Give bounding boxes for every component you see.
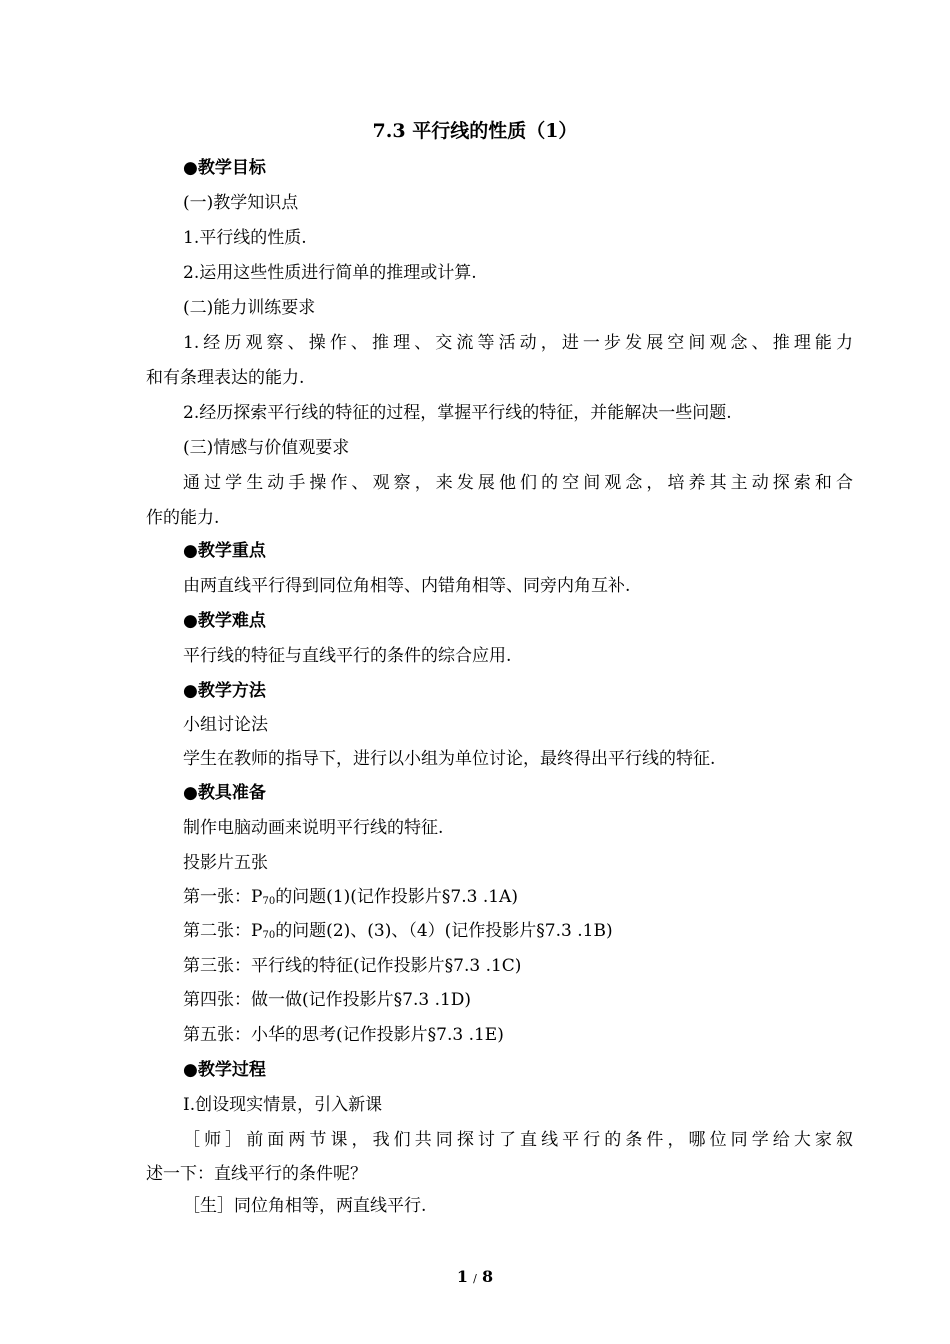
subheading-knowledge: (一)教学知识点 xyxy=(183,193,299,213)
paragraph: 1.平行线的性质. xyxy=(183,228,307,248)
document-title: 7.3 平行线的性质（1） xyxy=(372,120,578,142)
paragraph: 平行线的特征与直线平行的条件的综合应用. xyxy=(183,646,512,666)
page-number xyxy=(0,1266,950,1290)
section-heading-methods: ●教学方法 xyxy=(183,681,266,701)
slide-item-prefix: 第二张：P xyxy=(183,921,263,941)
page-subscript: 70 xyxy=(262,930,276,941)
paragraph: 由两直线平行得到同位角相等、内错角相等、同旁内角互补. xyxy=(183,576,631,596)
total-pages: 8 xyxy=(481,1267,494,1286)
paragraph: 述一下：直线平行的条件呢？ xyxy=(146,1164,367,1184)
paragraph: 投影片五张 xyxy=(183,853,268,873)
slide-item xyxy=(146,920,853,942)
slide-item: 第三张：平行线的特征(记作投影片§7.3 .1C) xyxy=(183,956,522,976)
paragraph: 1.经历观察、操作、推理、交流等活动，进一步发展空间观念、推理能力 xyxy=(183,333,853,353)
paragraph: 学生在教师的指导下，进行以小组为单位讨论，最终得出平行线的特征. xyxy=(183,749,716,769)
page-subscript: 70 xyxy=(262,896,276,907)
slide-item: 第五张：小华的思考(记作投影片§7.3 .1E) xyxy=(183,1025,504,1045)
section-heading-materials: ●教具准备 xyxy=(183,783,266,803)
section-heading-key-points: ●教学重点 xyxy=(183,541,266,561)
subheading-values: (三)情感与价值观要求 xyxy=(183,438,350,458)
paragraph: ［师］前面两节课，我们共同探讨了直线平行的条件，哪位同学给大家叙 xyxy=(183,1130,853,1150)
paragraph: 2.运用这些性质进行简单的推理或计算. xyxy=(183,263,477,283)
paragraph: 和有条理表达的能力. xyxy=(146,368,305,388)
paragraph: 2.经历探索平行线的特征的过程，掌握平行线的特征，并能解决一些问题. xyxy=(183,403,732,423)
paragraph: 制作电脑动画来说明平行线的特征. xyxy=(183,818,444,838)
paragraph: ［生］同位角相等，两直线平行. xyxy=(183,1196,427,1216)
current-page: 1 xyxy=(456,1267,469,1286)
subheading-ability: (二)能力训练要求 xyxy=(183,298,316,318)
section-heading-process: ●教学过程 xyxy=(183,1060,266,1080)
slide-item-text: 的问题(1)(记作投影片§7.3 .1A) xyxy=(275,887,518,907)
paragraph: Ⅰ.创设现实情景，引入新课 xyxy=(183,1095,383,1115)
slide-item-prefix: 第一张：P xyxy=(183,887,263,907)
section-heading-objectives: ●教学目标 xyxy=(183,158,266,178)
slide-item-text: 的问题(2)、(3)、（4）(记作投影片§7.3 .1B) xyxy=(275,921,613,941)
slide-item: 第四张：做一做(记作投影片§7.3 .1D) xyxy=(183,990,472,1010)
paragraph: 小组讨论法 xyxy=(183,715,268,735)
page-separator: / xyxy=(473,1272,477,1285)
slide-item xyxy=(146,886,853,908)
section-heading-difficulties: ●教学难点 xyxy=(183,611,266,631)
paragraph: 作的能力. xyxy=(146,508,220,528)
paragraph: 通过学生动手操作、观察，来发展他们的空间观念，培养其主动探索和合 xyxy=(183,473,853,493)
